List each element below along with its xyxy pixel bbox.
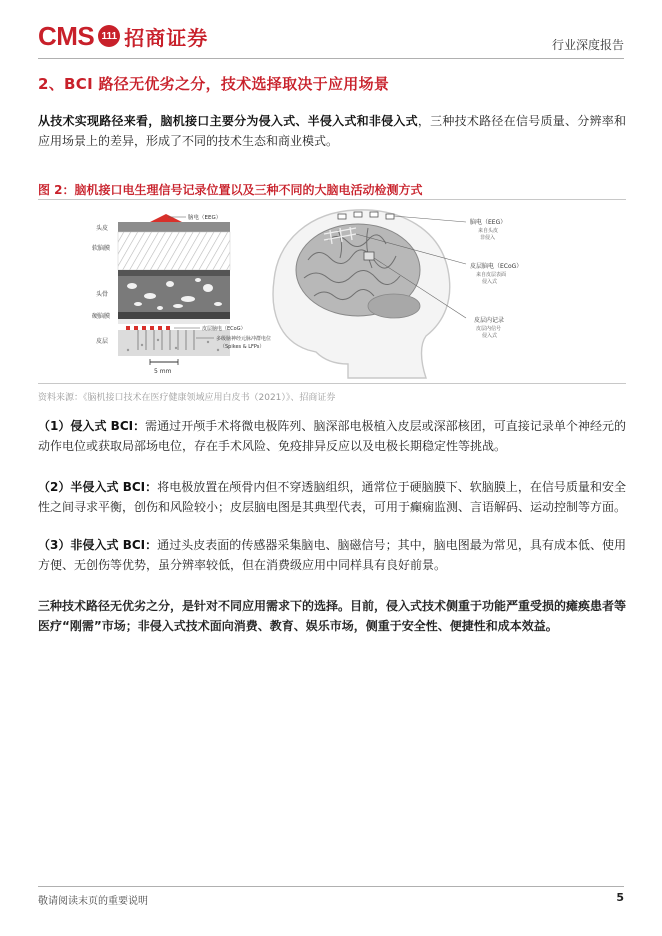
label-scalp: 头皮 [96,225,109,232]
eeg-electrode-icon [150,214,182,222]
conclusion-paragraph: 三种技术路径无优劣之分，是针对不同应用需求下的选择。目前，侵入式技术侧重于功能严重受损的瘫痪患者等医疗“刚需”市场；非侵入式技术面向消费、教育、娱乐市场，侧重于安全性、便捷性和成本效益。 [38,599,627,633]
item-invasive [38,416,626,456]
intracortical-array-icon [364,252,374,260]
label-ecog-sub1: 来自皮层表面 [476,272,507,278]
figure-bottom-divider [38,383,626,384]
label-ecog-title: 皮层脑电（ECoG） [470,263,523,270]
logo-chinese-text: 招商证券 [124,25,209,50]
section-title: 2、BCI 路径无优劣之分，技术选择取决于应用场景 [38,75,390,93]
head-brain-illustration [273,210,522,378]
dura-layer [118,312,230,319]
report-type: 行业深度报告 [551,38,624,52]
ecog-electrode-icon [126,326,170,330]
logo-badge-icon: 111 [98,25,120,47]
figure-source: 资料来源：《脑机接口技术在医疗健康领域应用白皮书（2021）》、招商证券 [38,393,336,403]
intro-rest: ，三种技术路径在信号质量、分辨率和应用场景上的差异，形成了不同的技术生态和商业模式。 [38,114,626,148]
label-soft-tissue: 软脑膜 [92,245,111,252]
item-semi-invasive-label: （2）半侵入式 BCI： [38,480,158,494]
intro-paragraph [38,111,626,151]
footer-divider [38,886,624,887]
cross-section-diagram [92,213,271,375]
cerebellum-icon [368,294,420,318]
label-eeg: 脑电（EEG） [188,215,222,221]
page-number: 5 [616,891,624,904]
label-intra-title: 皮层内记录 [474,317,505,324]
label-eeg-title: 脑电（EEG） [470,219,507,226]
logo-latin-text: CMS [38,20,95,51]
label-intra-sub1: 皮层内信号 [476,326,502,332]
label-cortex: 皮层 [96,338,109,345]
label-spikes-sub: （Spikes & LFPs） [220,344,265,350]
footer-disclaimer: 敬请阅读末页的重要说明 [38,896,148,907]
label-spikes: 多级脑神经元脉冲群电位 [216,336,272,342]
scalp-layer [118,222,230,232]
label-intra-sub2: 侵入式 [482,333,498,339]
item-invasive-label: （1）侵入式 BCI： [38,419,146,433]
intro-lead: 从技术实现路径来看，脑机接口主要分为侵入式、半侵入式和非侵入式 [38,114,418,128]
bci-figure [38,200,626,382]
label-dura: 硬脑膜 [92,313,111,320]
cortex-layer [118,330,230,356]
item-semi-invasive-text: 将电极放置在颅骨内但不穿透脑组织，通常位于硬脑膜下、软脑膜上，在信号质量和安全性之间寻求平衡，创伤和风险较小；皮层脑电图是其典型代表，可用于癫痫监测、言语解码、运动控制等方面。 [38,480,627,514]
item-non-invasive-text: 通过头皮表面的传感器采集脑电、脑磁信号；其中，脑电图最为常见，具有成本低、使用方便、无创伤等优势，虽分辨率较低，但在消费级应用中同样具有良好前景。 [38,538,626,572]
item-invasive-text: 需通过开颅手术将微电极阵列、脑深部电极植入皮层或深部核团，可直接记录单个神经元的动作电位或获取局部场电位，存在手术风险、免疫排异反应以及电极长期稳定性等挑战。 [38,419,626,453]
figure-title: 图 2：脑机接口电生理信号记录位置以及三种不同的大脑电活动检测方式 [38,183,423,197]
label-eeg-sub1: 来自头皮 [478,228,499,234]
gap-layer [118,319,230,324]
bone-top-line [118,270,230,276]
label-ecog-sub2: 侵入式 [482,279,498,285]
item-non-invasive [38,535,626,575]
scale-bar-label: 5 mm [154,368,172,375]
soft-tissue-layer [118,232,230,270]
company-logo [38,21,208,51]
label-eeg-sub2: 非侵入 [480,235,496,241]
header-divider [38,58,624,59]
item-non-invasive-label: （3）非侵入式 BCI： [38,538,158,552]
item-semi-invasive [38,477,626,517]
label-ecog: 皮层脑电（ECoG） [202,326,246,332]
label-skull: 头骨 [96,291,109,298]
